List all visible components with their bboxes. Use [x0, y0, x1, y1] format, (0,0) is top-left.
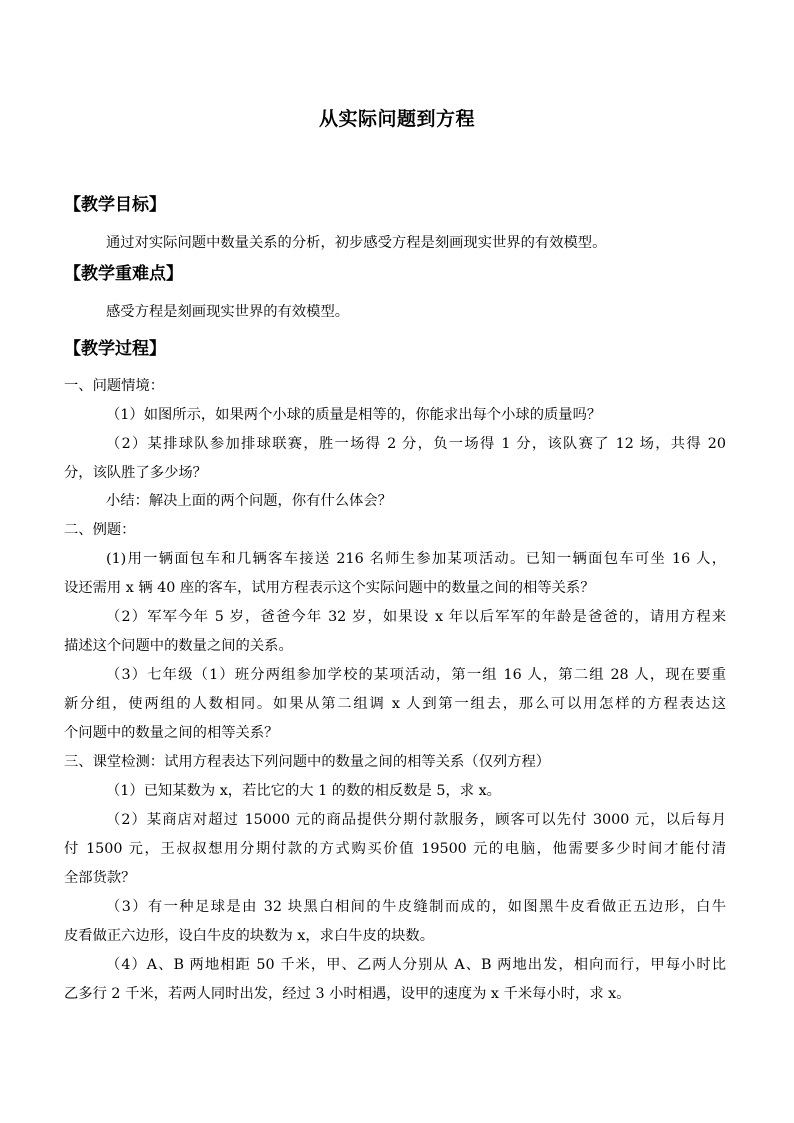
part3-test-2-line3: 全部货款？: [64, 870, 136, 886]
part2-example-1-line2: 设还需用 x 辆 40 座的客车，试用方程表示这个实际问题中的数量之间的相等关系？: [64, 580, 595, 596]
part2-example-2-line2: 描述这个问题中的数量之间的关系。: [64, 638, 293, 654]
part3-test-2-line1: （2）某商店对超过 15000 元的商品提供分期付款服务，顾客可以先付 3000 元，以后每月: [106, 812, 726, 828]
section-heading-keypoints: 【教学重难点】: [64, 264, 183, 284]
section-heading-process: 【教学过程】: [64, 339, 166, 359]
part2-example-3-line2: 新分组，使两组的人数相同。如果从第二组调 x 人到第一组去，那么可以用怎样的方程表达这: [64, 696, 726, 712]
part1-question-1: （1）如图所示，如果两个小球的质量是相等的，你能求出每个小球的质量吗？: [106, 407, 602, 423]
part3-test-1: （1）已知某数为 x，若比它的大 1 的数的相反数是 5，求 x。: [106, 783, 501, 799]
part2-label: 二、例题：: [64, 522, 136, 538]
section-heading-goals: 【教学目标】: [64, 195, 166, 215]
page-title: 从实际问题到方程: [318, 108, 475, 130]
part3-test-3-line2: 皮看做正六边形，设白牛皮的块数为 x，求白牛皮的块数。: [64, 928, 435, 944]
part3-test-2-line2: 付 1500 元，王叔叔想用分期付款的方式购买价值 19500 元的电脑，他需要多少时间才能付清: [64, 841, 726, 857]
part3-test-4-line2: 乙多行 2 千米，若两人同时出发，经过 3 小时相遇，设甲的速度为 x 千米每小时，求 x。: [64, 986, 631, 1002]
part1-label: 一、问题情境：: [64, 378, 165, 394]
part2-example-2-line1: （2）军军今年 5 岁，爸爸今年 32 岁，如果设 x 年以后军军的年龄是爸爸的，请用方程来: [106, 609, 726, 625]
part3-test-4-line1: （4）A、B 两地相距 50 千米，甲、乙两人分别从 A、B 两地出发，相向而行，甲每小时比: [106, 957, 726, 973]
part3-test-3-line1: （3）有一种足球是由 32 块黑白相间的牛皮缝制而成的，如图黑牛皮看做正五边形，白牛: [106, 899, 726, 915]
goals-text: 通过对实际问题中数量关系的分析，初步感受方程是刻画现实世界的有效模型。: [106, 235, 607, 251]
part1-summary: 小结：解决上面的两个问题，你有什么体会？: [106, 493, 392, 509]
keypoints-text: 感受方程是刻画现实世界的有效模型。: [106, 304, 350, 320]
part2-example-3-line1: （3）七年级（1）班分两组参加学校的某项活动，第一组 16 人，第二组 28 人，现在要重: [106, 667, 726, 683]
part3-label: 三、课堂检测：试用方程表达下列问题中的数量之间的相等关系（仅列方程）: [64, 754, 551, 770]
part1-question-2-line2: 分，该队胜了多少场？: [64, 465, 207, 481]
part1-question-2-line1: （2）某排球队参加排球联赛，胜一场得 2 分，负一场得 1 分，该队赛了 12 场，共得 20: [106, 436, 726, 452]
part2-example-3-line3: 个问题中的数量之间的相等关系？: [64, 725, 279, 741]
part2-example-1-line1: (1)用一辆面包车和几辆客车接送 216 名师生参加某项活动。已知一辆面包车可坐 16 人，: [106, 551, 726, 567]
